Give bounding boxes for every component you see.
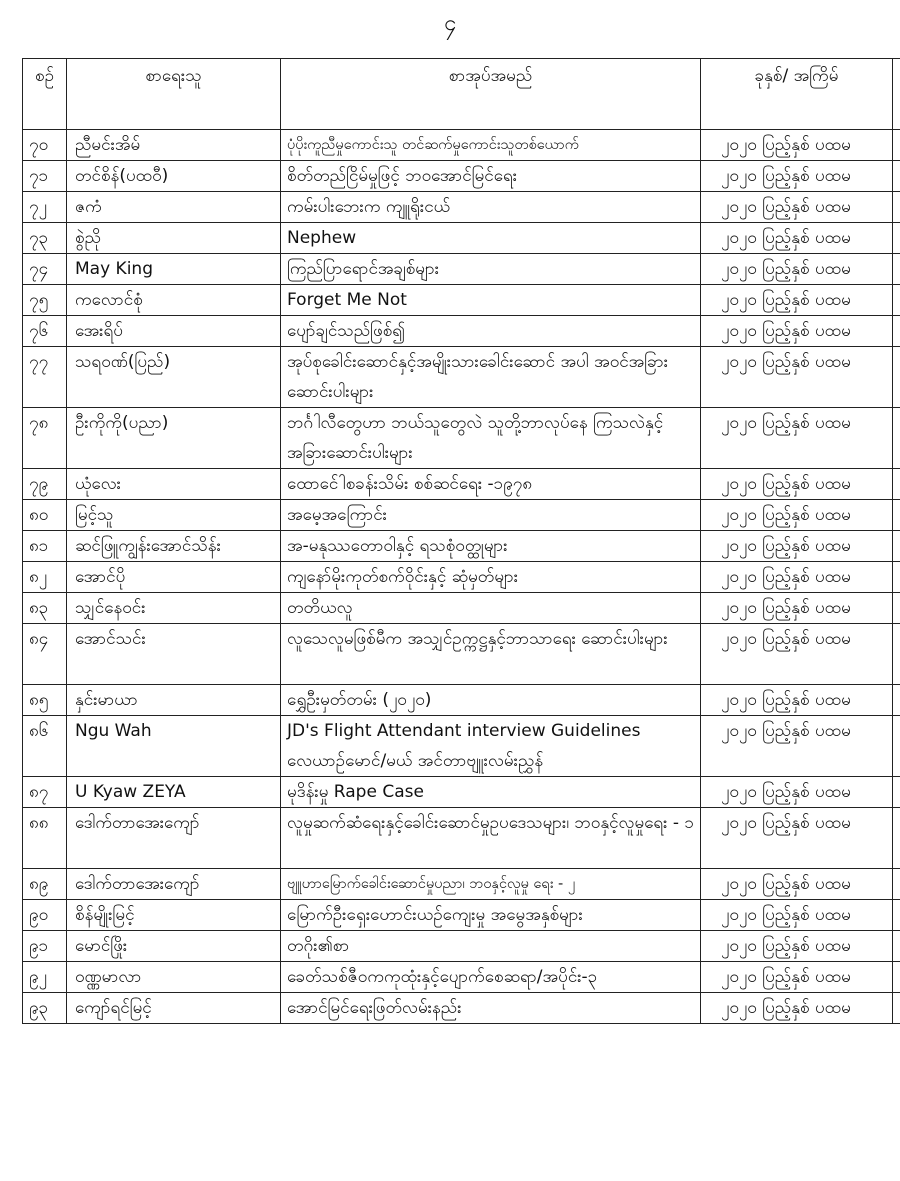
extra-cell bbox=[893, 716, 900, 777]
extra-cell bbox=[893, 223, 900, 254]
row-number: ၇၁ bbox=[23, 161, 67, 192]
title-cell: ပျော်ချင်သည်ဖြစ်၍ bbox=[281, 316, 701, 347]
table-row bbox=[23, 316, 900, 347]
row-number: ၈၂ bbox=[23, 562, 67, 593]
title-cell: လူသေလူမဖြစ်မီက အသျှင်ဥက္ကဋ္ဌနှင့်ဘာသာရေး ဆောင်းပါးများ bbox=[281, 624, 701, 685]
author-cell: တင်စိန်(ပထဝီ) bbox=[67, 161, 281, 192]
extra-cell bbox=[893, 531, 900, 562]
table-row bbox=[23, 285, 900, 316]
header-date: ခုနှစ်/ အကြိမ် bbox=[701, 59, 893, 130]
title-cell: အ-မနုဿတောဝါနှင့် ရသစုံဝတ္ထုများ bbox=[281, 531, 701, 562]
table-row bbox=[23, 685, 900, 716]
page-number: ၄ bbox=[443, 11, 457, 36]
extra-cell bbox=[893, 962, 900, 993]
author-cell: ဦးကိုကို(ပညာ) bbox=[67, 408, 281, 469]
row-number: ၈၈ bbox=[23, 808, 67, 869]
date-cell: ၂၀၂၀ ပြည့်နှစ် ပထမ bbox=[701, 593, 893, 624]
date-cell: ၂၀၂၀ ပြည့်နှစ် ပထမ bbox=[701, 347, 893, 408]
extra-cell bbox=[893, 993, 900, 1024]
table-row bbox=[23, 408, 900, 469]
extra-cell bbox=[893, 469, 900, 500]
table-row bbox=[23, 347, 900, 408]
date-cell: ၂၀၂၀ ပြည့်နှစ် ပထမ bbox=[701, 469, 893, 500]
date-cell: ၂၀၂၀ ပြည့်နှစ် ပထမ bbox=[701, 130, 893, 161]
title-cell: ကြည်ပြာရောင်အချစ်များ bbox=[281, 254, 701, 285]
author-cell: ဝဏ္ဏမာလာ bbox=[67, 962, 281, 993]
extra-cell bbox=[893, 869, 900, 900]
author-cell: အောင်သင်း bbox=[67, 624, 281, 685]
date-cell: ၂၀၂၀ ပြည့်နှစ် ပထမ bbox=[701, 624, 893, 685]
date-cell: ၂၀၂၀ ပြည့်နှစ် ပထမ bbox=[701, 716, 893, 777]
row-number: ၇၂ bbox=[23, 192, 67, 223]
date-cell: ၂၀၂၀ ပြည့်နှစ် ပထမ bbox=[701, 285, 893, 316]
row-number: ၉၃ bbox=[23, 993, 67, 1024]
title-cell: မုဒိန်းမှု Rape Case bbox=[281, 777, 701, 808]
title-cell: Nephew bbox=[281, 223, 701, 254]
row-number: ၈၃ bbox=[23, 593, 67, 624]
date-cell: ၂၀၂၀ ပြည့်နှစ် ပထမ bbox=[701, 223, 893, 254]
date-cell: ၂၀၂၀ ပြည့်နှစ် ပထမ bbox=[701, 900, 893, 931]
title-cell: တဂိုး၏စာ bbox=[281, 931, 701, 962]
row-number: ၇၀ bbox=[23, 130, 67, 161]
date-cell: ၂၀၂၀ ပြည့်နှစ် ပထမ bbox=[701, 254, 893, 285]
date-cell: ၂၀၂၀ ပြည့်နှစ် ပထမ bbox=[701, 993, 893, 1024]
row-number: ၇၄ bbox=[23, 254, 67, 285]
title-cell: အုပ်စုခေါင်းဆောင်နှင့်အမျိုးသားခေါင်းဆောင် အပါ အဝင်အခြားဆောင်းပါးများ bbox=[281, 347, 701, 408]
table-row bbox=[23, 777, 900, 808]
row-number: ၈၇ bbox=[23, 777, 67, 808]
author-cell: ကလောင်စုံ bbox=[67, 285, 281, 316]
title-cell: ဘင်္ဂါလီတွေဟာ ဘယ်သူတွေလဲ သူတို့ဘာလုပ်နေ ကြသလဲနှင့် အခြားဆောင်းပါးများ bbox=[281, 408, 701, 469]
author-cell: မြင့်သူ bbox=[67, 500, 281, 531]
row-number: ၈၄ bbox=[23, 624, 67, 685]
row-number: ၇၅ bbox=[23, 285, 67, 316]
table-row bbox=[23, 500, 900, 531]
table-row bbox=[23, 593, 900, 624]
title-cell: အောင်မြင်ရေးဖြတ်လမ်းနည်း bbox=[281, 993, 701, 1024]
title-cell: လူမှုဆက်ဆံရေးနှင့်ခေါင်းဆောင်မှုဥပဒေသများ၊ ဘဝနှင့်လူမှုရေး - ၁ bbox=[281, 808, 701, 869]
table-row bbox=[23, 962, 900, 993]
author-cell: ဆင်ဖြူကျွန်းအောင်သိန်း bbox=[67, 531, 281, 562]
row-number: ၇၈ bbox=[23, 408, 67, 469]
table-row bbox=[23, 223, 900, 254]
author-cell: အေးရိပ် bbox=[67, 316, 281, 347]
extra-cell bbox=[893, 192, 900, 223]
table-row bbox=[23, 531, 900, 562]
title-cell: ပုံပိုးကူညီမှုကောင်းသူ တင်ဆက်မှုကောင်းသူတစ်ယောက် bbox=[281, 130, 701, 161]
title-cell: ကျနော်မိုးကုတ်စက်ဝိုင်းနှင့် ဆုံမှတ်များ bbox=[281, 562, 701, 593]
title-cell: စိတ်တည်ငြိမ်မှုဖြင့် ဘဝအောင်မြင်ရေး bbox=[281, 161, 701, 192]
extra-cell bbox=[893, 500, 900, 531]
date-cell: ၂၀၂၀ ပြည့်နှစ် ပထမ bbox=[701, 562, 893, 593]
author-cell: U Kyaw ZEYA bbox=[67, 777, 281, 808]
author-cell: May King bbox=[67, 254, 281, 285]
row-number: ၉၂ bbox=[23, 962, 67, 993]
author-cell: ကျော်ရင်မြင့် bbox=[67, 993, 281, 1024]
date-cell: ၂၀၂၀ ပြည့်နှစ် ပထမ bbox=[701, 500, 893, 531]
date-cell: ၂၀၂၀ ပြည့်နှစ် ပထမ bbox=[701, 869, 893, 900]
extra-cell bbox=[893, 562, 900, 593]
author-cell: မောင်ဖြိုး bbox=[67, 931, 281, 962]
extra-cell bbox=[893, 408, 900, 469]
table-row bbox=[23, 869, 900, 900]
extra-cell bbox=[893, 254, 900, 285]
extra-cell bbox=[893, 130, 900, 161]
row-number: ၉၀ bbox=[23, 900, 67, 931]
header-no: စဉ် bbox=[23, 59, 67, 130]
row-number: ၇၉ bbox=[23, 469, 67, 500]
date-cell: ၂၀၂၀ ပြည့်နှစ် ပထမ bbox=[701, 161, 893, 192]
extra-cell bbox=[893, 624, 900, 685]
row-number: ၇၆ bbox=[23, 316, 67, 347]
extra-cell bbox=[893, 900, 900, 931]
row-number: ၉၁ bbox=[23, 931, 67, 962]
extra-cell bbox=[893, 777, 900, 808]
table-row bbox=[23, 469, 900, 500]
table-row bbox=[23, 900, 900, 931]
row-number: ၈၀ bbox=[23, 500, 67, 531]
title-cell: ရွှေဦးမှတ်တမ်း (၂၀၂၀) bbox=[281, 685, 701, 716]
author-cell: ညီမင်းအိမ် bbox=[67, 130, 281, 161]
date-cell: ၂၀၂၀ ပြည့်နှစ် ပထမ bbox=[701, 808, 893, 869]
author-cell: Ngu Wah bbox=[67, 716, 281, 777]
title-cell: မြောက်ဦးရှေးဟောင်းယဉ်ကျေးမှု အမွေအနှစ်များ bbox=[281, 900, 701, 931]
extra-cell bbox=[893, 347, 900, 408]
table-row bbox=[23, 716, 900, 777]
table-header-row bbox=[23, 59, 900, 130]
author-cell: သရဝဏ်(ပြည်) bbox=[67, 347, 281, 408]
date-cell: ၂၀၂၀ ပြည့်နှစ် ပထမ bbox=[701, 685, 893, 716]
table-row bbox=[23, 562, 900, 593]
table-row bbox=[23, 993, 900, 1024]
extra-cell bbox=[893, 685, 900, 716]
title-cell: အမေ့အကြောင်း bbox=[281, 500, 701, 531]
extra-cell bbox=[893, 316, 900, 347]
title-cell: ကမ်းပါးဘေးက ကျူရိုးငယ် bbox=[281, 192, 701, 223]
date-cell: ၂၀၂၀ ပြည့်နှစ် ပထမ bbox=[701, 531, 893, 562]
row-number: ၈၆ bbox=[23, 716, 67, 777]
table-row bbox=[23, 624, 900, 685]
header-author: စာရေးသူ bbox=[67, 59, 281, 130]
author-cell: ဒေါက်တာအေးကျော် bbox=[67, 869, 281, 900]
title-cell: ဗျူဟာမြောက်ခေါင်းဆောင်မှုပညာ၊ ဘဝနှင့်လူမှု ရေး - ၂ bbox=[281, 869, 701, 900]
extra-cell bbox=[893, 161, 900, 192]
author-cell: စိန်မျိုးမြင့် bbox=[67, 900, 281, 931]
title-cell: Forget Me Not bbox=[281, 285, 701, 316]
author-cell: စွဲညို bbox=[67, 223, 281, 254]
author-cell: အောင်ပို bbox=[67, 562, 281, 593]
table-row bbox=[23, 254, 900, 285]
author-cell: ဒေါက်တာအေးကျော် bbox=[67, 808, 281, 869]
row-number: ၈၁ bbox=[23, 531, 67, 562]
table-row bbox=[23, 130, 900, 161]
date-cell: ၂၀၂၀ ပြည့်နှစ် ပထမ bbox=[701, 931, 893, 962]
extra-cell bbox=[893, 931, 900, 962]
date-cell: ၂၀၂၀ ပြည့်နှစ် ပထမ bbox=[701, 962, 893, 993]
author-cell: သျှင်နေဝင်း bbox=[67, 593, 281, 624]
row-number: ၈၅ bbox=[23, 685, 67, 716]
row-number: ၇၇ bbox=[23, 347, 67, 408]
date-cell: ၂၀၂၀ ပြည့်နှစ် ပထမ bbox=[701, 316, 893, 347]
title-cell: တတိယလူ bbox=[281, 593, 701, 624]
title-cell: JD's Flight Attendant interview Guidelines လေယာဉ်မောင်/မယ် အင်တာဗျူးလမ်းညွှန် bbox=[281, 716, 701, 777]
author-cell: ယုံလေး bbox=[67, 469, 281, 500]
row-number: ၇၃ bbox=[23, 223, 67, 254]
table-row bbox=[23, 161, 900, 192]
row-number: ၈၉ bbox=[23, 869, 67, 900]
author-cell: နှင်းမာယာ bbox=[67, 685, 281, 716]
table-row bbox=[23, 192, 900, 223]
title-cell: ခေတ်သစ်ဇီဝကကုထုံးနှင့်ပျောက်စေဆရာ/အပိုင်း-၃ bbox=[281, 962, 701, 993]
extra-cell bbox=[893, 808, 900, 869]
header-title: စာအုပ်အမည် bbox=[281, 59, 701, 130]
book-list-table bbox=[22, 58, 900, 1024]
date-cell: ၂၀၂၀ ပြည့်နှစ် ပထမ bbox=[701, 777, 893, 808]
extra-cell bbox=[893, 593, 900, 624]
title-cell: ထောင်ေါစခန်းသိမ်း စစ်ဆင်ရေး -၁၉၇၈ bbox=[281, 469, 701, 500]
header-extra bbox=[893, 59, 900, 130]
table-row bbox=[23, 931, 900, 962]
extra-cell bbox=[893, 285, 900, 316]
table-row bbox=[23, 808, 900, 869]
author-cell: ဇကံ bbox=[67, 192, 281, 223]
date-cell: ၂၀၂၀ ပြည့်နှစ် ပထမ bbox=[701, 192, 893, 223]
date-cell: ၂၀၂၀ ပြည့်နှစ် ပထမ bbox=[701, 408, 893, 469]
